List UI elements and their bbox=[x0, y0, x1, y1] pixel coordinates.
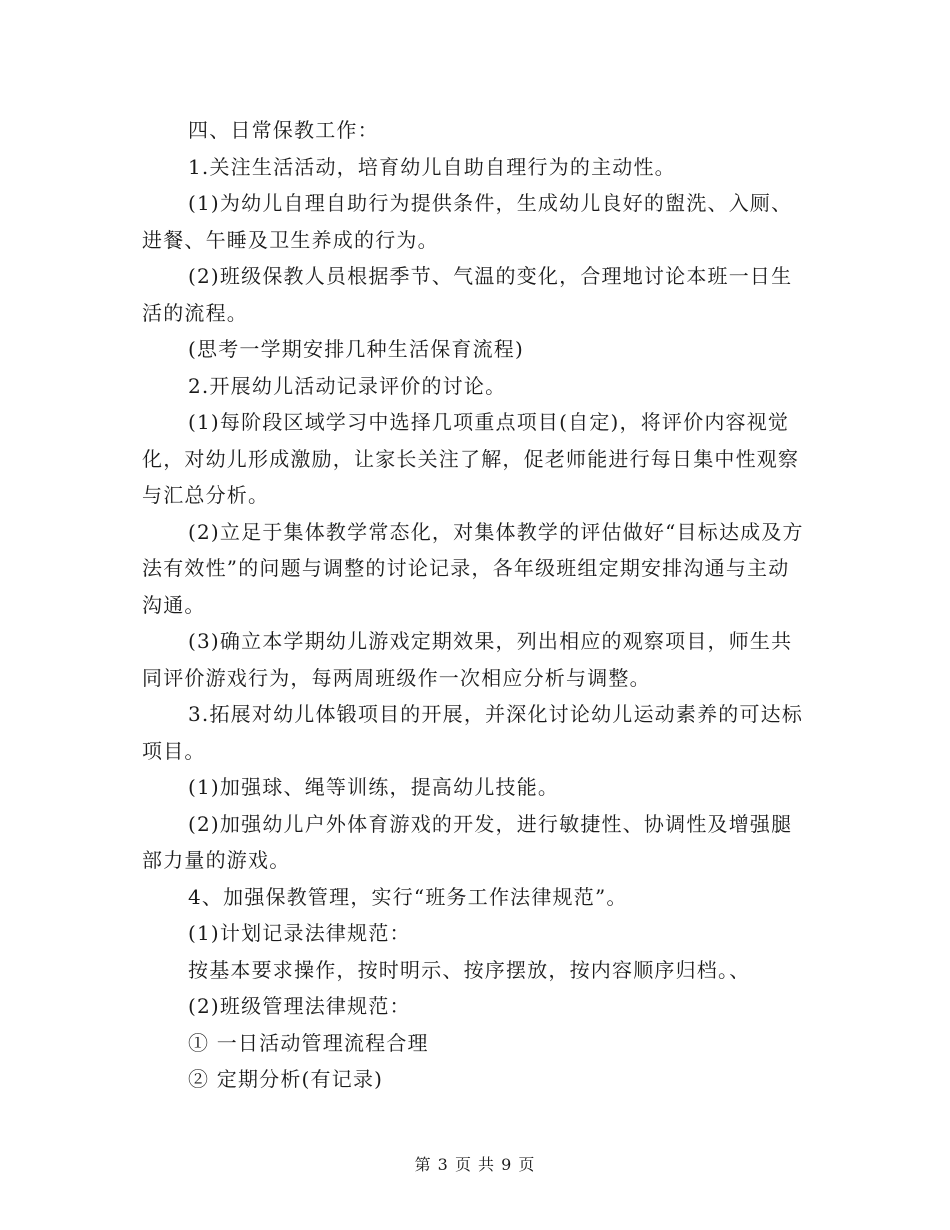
paragraph-3-2: (2)加强幼儿户外体育游戏的开发，进行敏捷性、协调性及增强腿部力量的游戏。 bbox=[142, 811, 793, 872]
paragraph-1-1: (1)为幼儿自理自助行为提供条件，生成幼儿良好的盥洗、入厕、进餐、午睡及卫生养成的行为。 bbox=[142, 191, 793, 252]
paragraph-1-note: (思考一学期安排几种生活保育流程) bbox=[188, 337, 525, 361]
list-item-circled-1: ① 一日活动管理流程合理 bbox=[188, 1030, 429, 1055]
document-body bbox=[142, 112, 810, 1098]
item-heading-4: 4、加强保教管理，实行“班务工作法律规范”。 bbox=[188, 884, 628, 909]
section-heading: 四、日常保教工作： bbox=[188, 118, 379, 142]
item-heading-1: 1.关注生活活动，培育幼儿自助自理行为的主动性。 bbox=[188, 154, 676, 179]
paragraph-4-1-detail: 按基本要求操作，按时明示、按序摆放，按内容顺序归档。、 bbox=[188, 957, 751, 982]
paragraph-2-2: (2)立足于集体教学常态化，对集体教学的评估做好“目标达成及方法有效性”的问题与调整的讨论记录，各年级班组定期安排沟通与主动沟通。 bbox=[142, 519, 804, 617]
page-number-footer: 第 3 页 共 9 页 bbox=[414, 1155, 536, 1174]
item-heading-2: 2.开展幼儿活动记录评价的讨论。 bbox=[188, 373, 507, 398]
paragraph-2-1: (1)每阶段区域学习中选择几项重点项目(自定)，将评价内容视觉化，对幼儿形成激励，让家长关注了解，促老师能进行每日集中性观察与汇总分析。 bbox=[142, 410, 800, 507]
paragraph-1-2: (2)班级保教人员根据季节、气温的变化，合理地讨论本班一日生活的流程。 bbox=[142, 264, 793, 325]
paragraph-4-1: (1)计划记录法律规范： bbox=[188, 921, 411, 945]
paragraph-4-2: (2)班级管理法律规范： bbox=[188, 994, 411, 1018]
item-heading-3: 3.拓展对幼儿体锻项目的开展，并深化讨论幼儿运动素养的可达标项目。 bbox=[142, 702, 804, 763]
paragraph-2-3: (3)确立本学期幼儿游戏定期效果，列出相应的观察项目，师生共同评价游戏行为，每两周班级作一次相应分析与调整。 bbox=[142, 629, 793, 690]
list-item-circled-2: ② 定期分析(有记录) bbox=[188, 1067, 384, 1091]
paragraph-3-1: (1)加强球、绳等训练，提高幼儿技能。 bbox=[188, 775, 560, 799]
